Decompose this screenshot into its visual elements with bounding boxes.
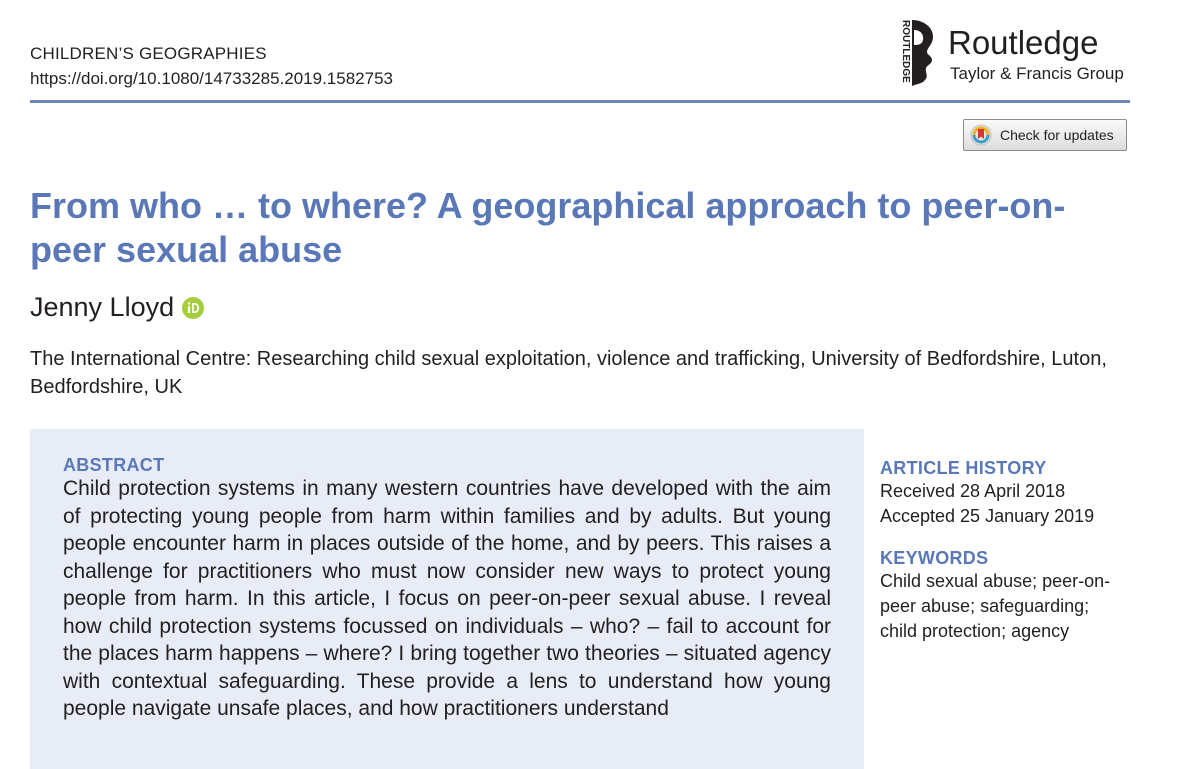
routledge-head-logo-icon [890, 18, 938, 88]
author-name[interactable]: Jenny Lloyd [30, 292, 175, 322]
orcid-icon[interactable] [182, 297, 204, 319]
publisher-logo [890, 18, 1140, 90]
author-affiliation: The International Centre: Researching child sexual exploitation, violence and trafficking, University of Bedfordshire, Luton, Bedfordshire, UK [30, 348, 1107, 398]
keywords-list: Child sexual abuse; peer-on-peer abuse; safeguarding; child protection; agency [880, 571, 1111, 641]
accepted-date: Accepted 25 January 2019 [880, 506, 1095, 526]
abstract-text: Child protection systems in many western countries have developed with the aim of protecting young people from harm within families and by adults. But young people encounter harm in places outside of the home, and by peers. This raises a challenge for practitioners who must now consider new ways to protect young people from harm. In this article, I focus on peer-on-peer sexual abuse. I reveal how child protection systems focussed on individuals – who? – fail to account for the places harm happens – where? I bring together two theories – situated agency with contextual safeguarding. These provide a lens to understand how young people navigate unsafe places, and how practitioners understand [63, 477, 831, 720]
article-history-heading: ARTICLE HISTORY [880, 458, 1047, 478]
header-rule [30, 100, 1130, 103]
keywords-heading: KEYWORDS [880, 548, 989, 568]
svg-text:ROUTLEDGE: ROUTLEDGE [900, 20, 911, 83]
article-info-panel [880, 457, 1150, 644]
abstract-box [30, 429, 864, 769]
check-for-updates-label: Check for updates [1000, 127, 1114, 143]
journal-name: CHILDREN’S GEOGRAPHIES [30, 44, 267, 63]
article-title: From who … to where? A geographical approach to peer-on-peer sexual abuse [30, 185, 1066, 270]
received-date: Received 28 April 2018 [880, 481, 1066, 501]
abstract-heading: ABSTRACT [63, 455, 165, 475]
doi-link[interactable]: https://doi.org/10.1080/14733285.2019.1582753 [30, 69, 393, 88]
crossmark-icon [970, 124, 992, 146]
publisher-name: Routledge [948, 24, 1099, 61]
keywords-block [880, 547, 1150, 644]
check-for-updates-button[interactable] [963, 119, 1127, 151]
publisher-group: Taylor & Francis Group [950, 64, 1124, 83]
author-line [30, 292, 204, 323]
